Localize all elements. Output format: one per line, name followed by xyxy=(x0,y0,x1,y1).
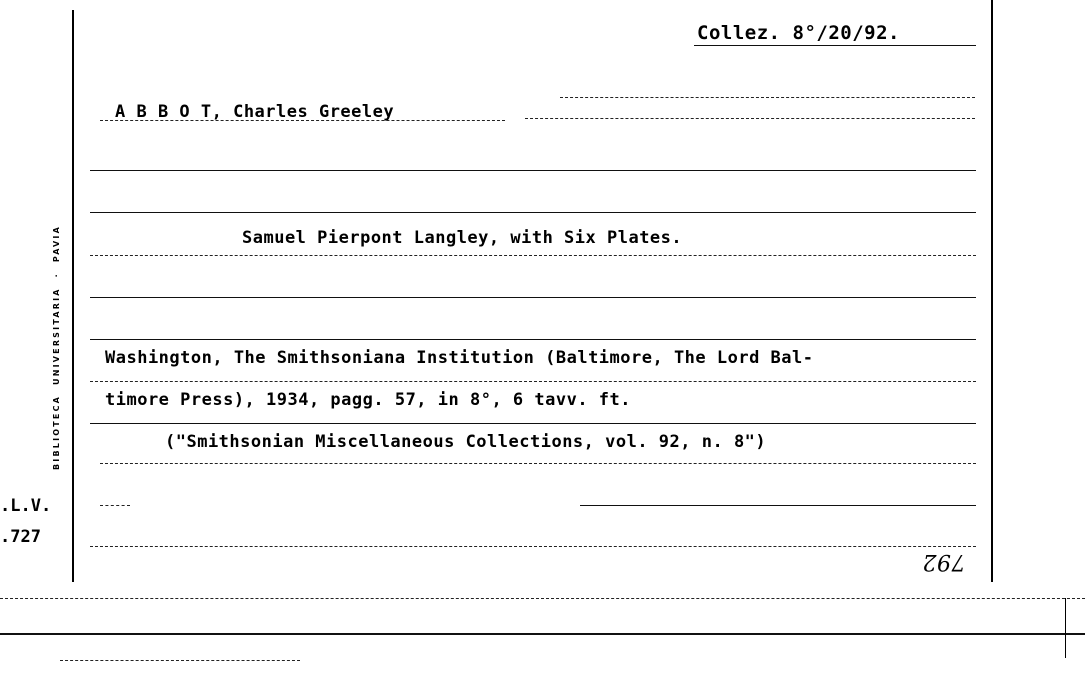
rule-5 xyxy=(90,297,976,298)
collection-underline xyxy=(694,45,976,46)
rule-2 xyxy=(90,170,976,171)
rule-1 xyxy=(100,120,505,122)
rule-9 xyxy=(100,463,976,465)
work-title: Samuel Pierpont Langley, with Six Plates. xyxy=(242,228,683,248)
rule-1b xyxy=(525,118,975,120)
left-margin-rule xyxy=(72,10,74,582)
imprint-line-2: timore Press), 1934, pagg. 57, in 8°, 6 tavv. ft. xyxy=(105,390,632,410)
bottom-edge-2 xyxy=(0,633,1085,635)
bottom-edge-3 xyxy=(60,660,300,662)
rule-4 xyxy=(90,255,976,257)
rule-1c xyxy=(560,97,975,99)
rule-8 xyxy=(90,423,976,424)
collection-number: Collez. 8°/20/92. xyxy=(697,22,900,44)
rule-10b xyxy=(100,505,130,507)
rule-7 xyxy=(90,381,976,383)
imprint-line-1: Washington, The Smithsoniana Institution (Baltimore, The Lord Bal- xyxy=(105,348,814,368)
bottom-edge-1 xyxy=(0,598,1085,600)
rule-3 xyxy=(90,212,976,213)
rule-6 xyxy=(90,339,976,340)
rule-10 xyxy=(580,505,976,506)
author-name: A B B O T, Charles Greeley xyxy=(115,102,395,122)
right-edge-rule xyxy=(991,0,993,582)
series-note: ("Smithsonian Miscellaneous Collections, vol. 92, n. 8") xyxy=(165,432,767,452)
library-stamp: BIBLIOTECA UNIVERSITARIA · PAVIA xyxy=(52,225,61,470)
margin-code-2: .727 xyxy=(0,527,41,547)
right-tab-rule xyxy=(1065,598,1066,658)
margin-code-1: .L.V. xyxy=(0,496,52,516)
handwritten-shelf-number: 792 xyxy=(922,549,966,574)
rule-11 xyxy=(90,546,976,548)
